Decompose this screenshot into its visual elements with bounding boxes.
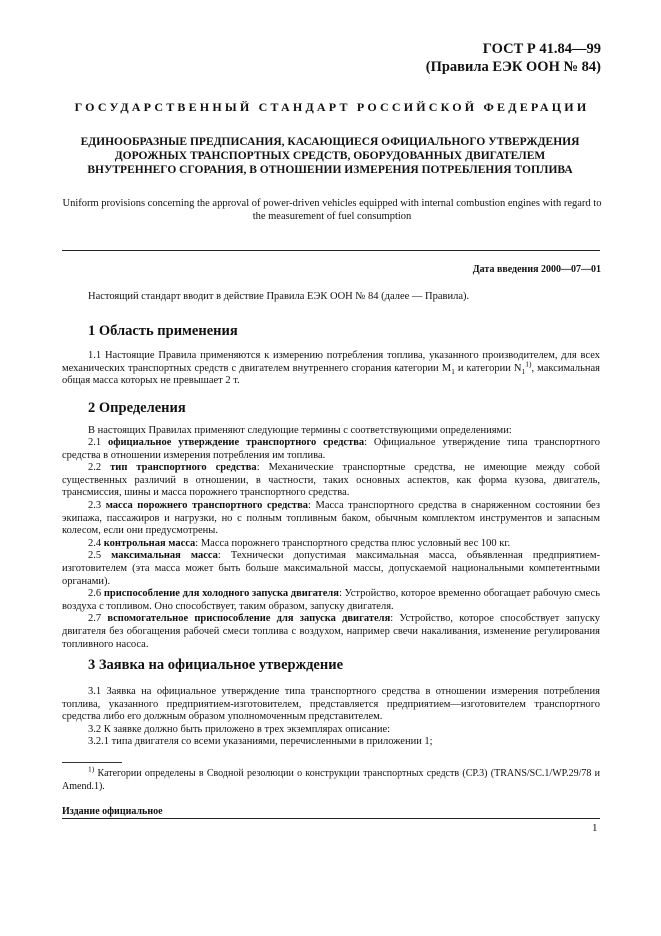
page-number: 1 xyxy=(592,822,598,834)
footnote-divider xyxy=(62,762,122,763)
document-title: ЕДИНООБРАЗНЫЕ ПРЕДПИСАНИЯ, КАСАЮЩИЕСЯ ОФИЦИАЛЬНОГО УТВЕРЖДЕНИЯ ДОРОЖНЫХ ТРАНСПОРТНЫХ СРЕДСТВ, ОБОРУДОВАННЫХ ДВИГАТЕЛЕМ ВНУТРЕННЕГО СГОРАНИЯ, В ОТНОШЕНИИ ИЗМЕРЕНИЯ ПОТРЕБЛЕНИЯ ТОПЛИВА xyxy=(80,136,580,176)
section-3-heading: 3 Заявка на официальное утверждение xyxy=(88,657,344,673)
bottom-divider xyxy=(62,818,600,819)
standard-rule: (Правила ЕЭК ООН № 84) xyxy=(425,59,601,75)
footnote: $^{1)}$ Категории определены в Сводной резолюции о конструкции транспортных средств (СР.3) (TRANS/SC.1/WP.29/78 и Amend.1). xyxy=(62,764,600,792)
intro-paragraph: Настоящий стандарт вводит в действие Правила ЕЭК ООН № 84 (далее — Правила). xyxy=(88,291,470,302)
definition-item: 2.4 контрольная масса: Масса порожнего транспортного средства плюс условный вес 100 кг. xyxy=(88,537,511,549)
definition-item: 2.1 официальное утверждение транспортного средства: Официальное утверждение типа транспортного средства в отношении измерения потребления им топлива. xyxy=(62,437,600,461)
definition-item: 2.6 приспособление для холодного запуска двигателя: Устройство, которое временно обогащает рабочую смесь воздуха с топливом. Оно способствует, таким образом, запуску двигателя. xyxy=(62,588,601,612)
section-3-body xyxy=(62,686,600,749)
section-2-heading: 2 Определения xyxy=(88,400,186,416)
definition-item: 2.7 вспомогательное приспособление для запуска двигателя: Устройство, которое способствует запуску двигателя без обогащения рабочей смеси топлива с воздухом, например свечи накаливания, изменение регулирования топливного насоса. xyxy=(62,613,601,650)
standard-header xyxy=(426,40,601,76)
official-edition-label: Издание официальное xyxy=(62,806,163,817)
definition-item: 2.3 масса порожнего транспортного средства: Масса транспортного средства в снаряженном состоянии без экипажа, пассажиров и нагрузки, но с полным топливным баком, обычным комплектом инструментов и запасным колесом, если они предусмотрены. xyxy=(62,499,600,537)
definition-item: 2.2 тип транспортного средства: Механические транспортные средства, не имеющие между собой существенных различий в отношении, в частности, таких основных аспектов, как форма кузова, двигатель, трансмиссия, шины и масса порожнего транспортного средства. xyxy=(62,462,600,499)
title-divider xyxy=(62,250,600,251)
section-1-heading: 1 Область применения xyxy=(88,323,238,339)
effective-date: Дата введения 2000—07—01 xyxy=(472,264,601,275)
section-3-paragraph: 3.1 Заявка на официальное утверждение типа транспортного средства в отношении измерения потребления топлива, указанного предприятием-изготовителем, представляется предприятием—изготовителем транспортного средства либо его должным образом уполномоченным представителем. xyxy=(62,686,600,723)
english-title: Uniform provisions concerning the approval of power-driven vehicles equipped with internal combustion engines with regard to the measurement of fuel consumption xyxy=(62,198,602,222)
state-standard-line: ГОСУДАРСТВЕННЫЙ СТАНДАРТ РОССИЙСКОЙ ФЕДЕРАЦИИ xyxy=(74,100,590,114)
standard-code: ГОСТ Р 41.84—99 xyxy=(482,41,601,57)
section-2-lead: В настоящих Правилах применяют следующие термины с соответствующими определениями: xyxy=(88,425,512,436)
section-3-paragraph: 3.2 К заявке должно быть приложено в трех экземплярах описание: xyxy=(88,723,391,735)
section-1-paragraph: 1.1 Настоящие Правила применяются к измерению потребления топлива, указанного производителем, для всех механических транспортных средств с двигателем внутреннего сгорания категории $M_1$ и категории $N_1^{1)}$, максимальная общая масса которых не превышает 2 т. xyxy=(62,350,600,387)
definitions-list xyxy=(62,437,600,651)
section-3-paragraph: 3.2.1 типа двигателя со всеми указаниями, перечисленными в приложении 1; xyxy=(88,736,433,748)
definition-item: 2.5 максимальная масса: Технически допустимая максимальная масса, объявленная предприятием-изготовителем (эта масса может быть больше максимальной массы, допускаемой национальными компетентными органами). xyxy=(62,550,600,587)
